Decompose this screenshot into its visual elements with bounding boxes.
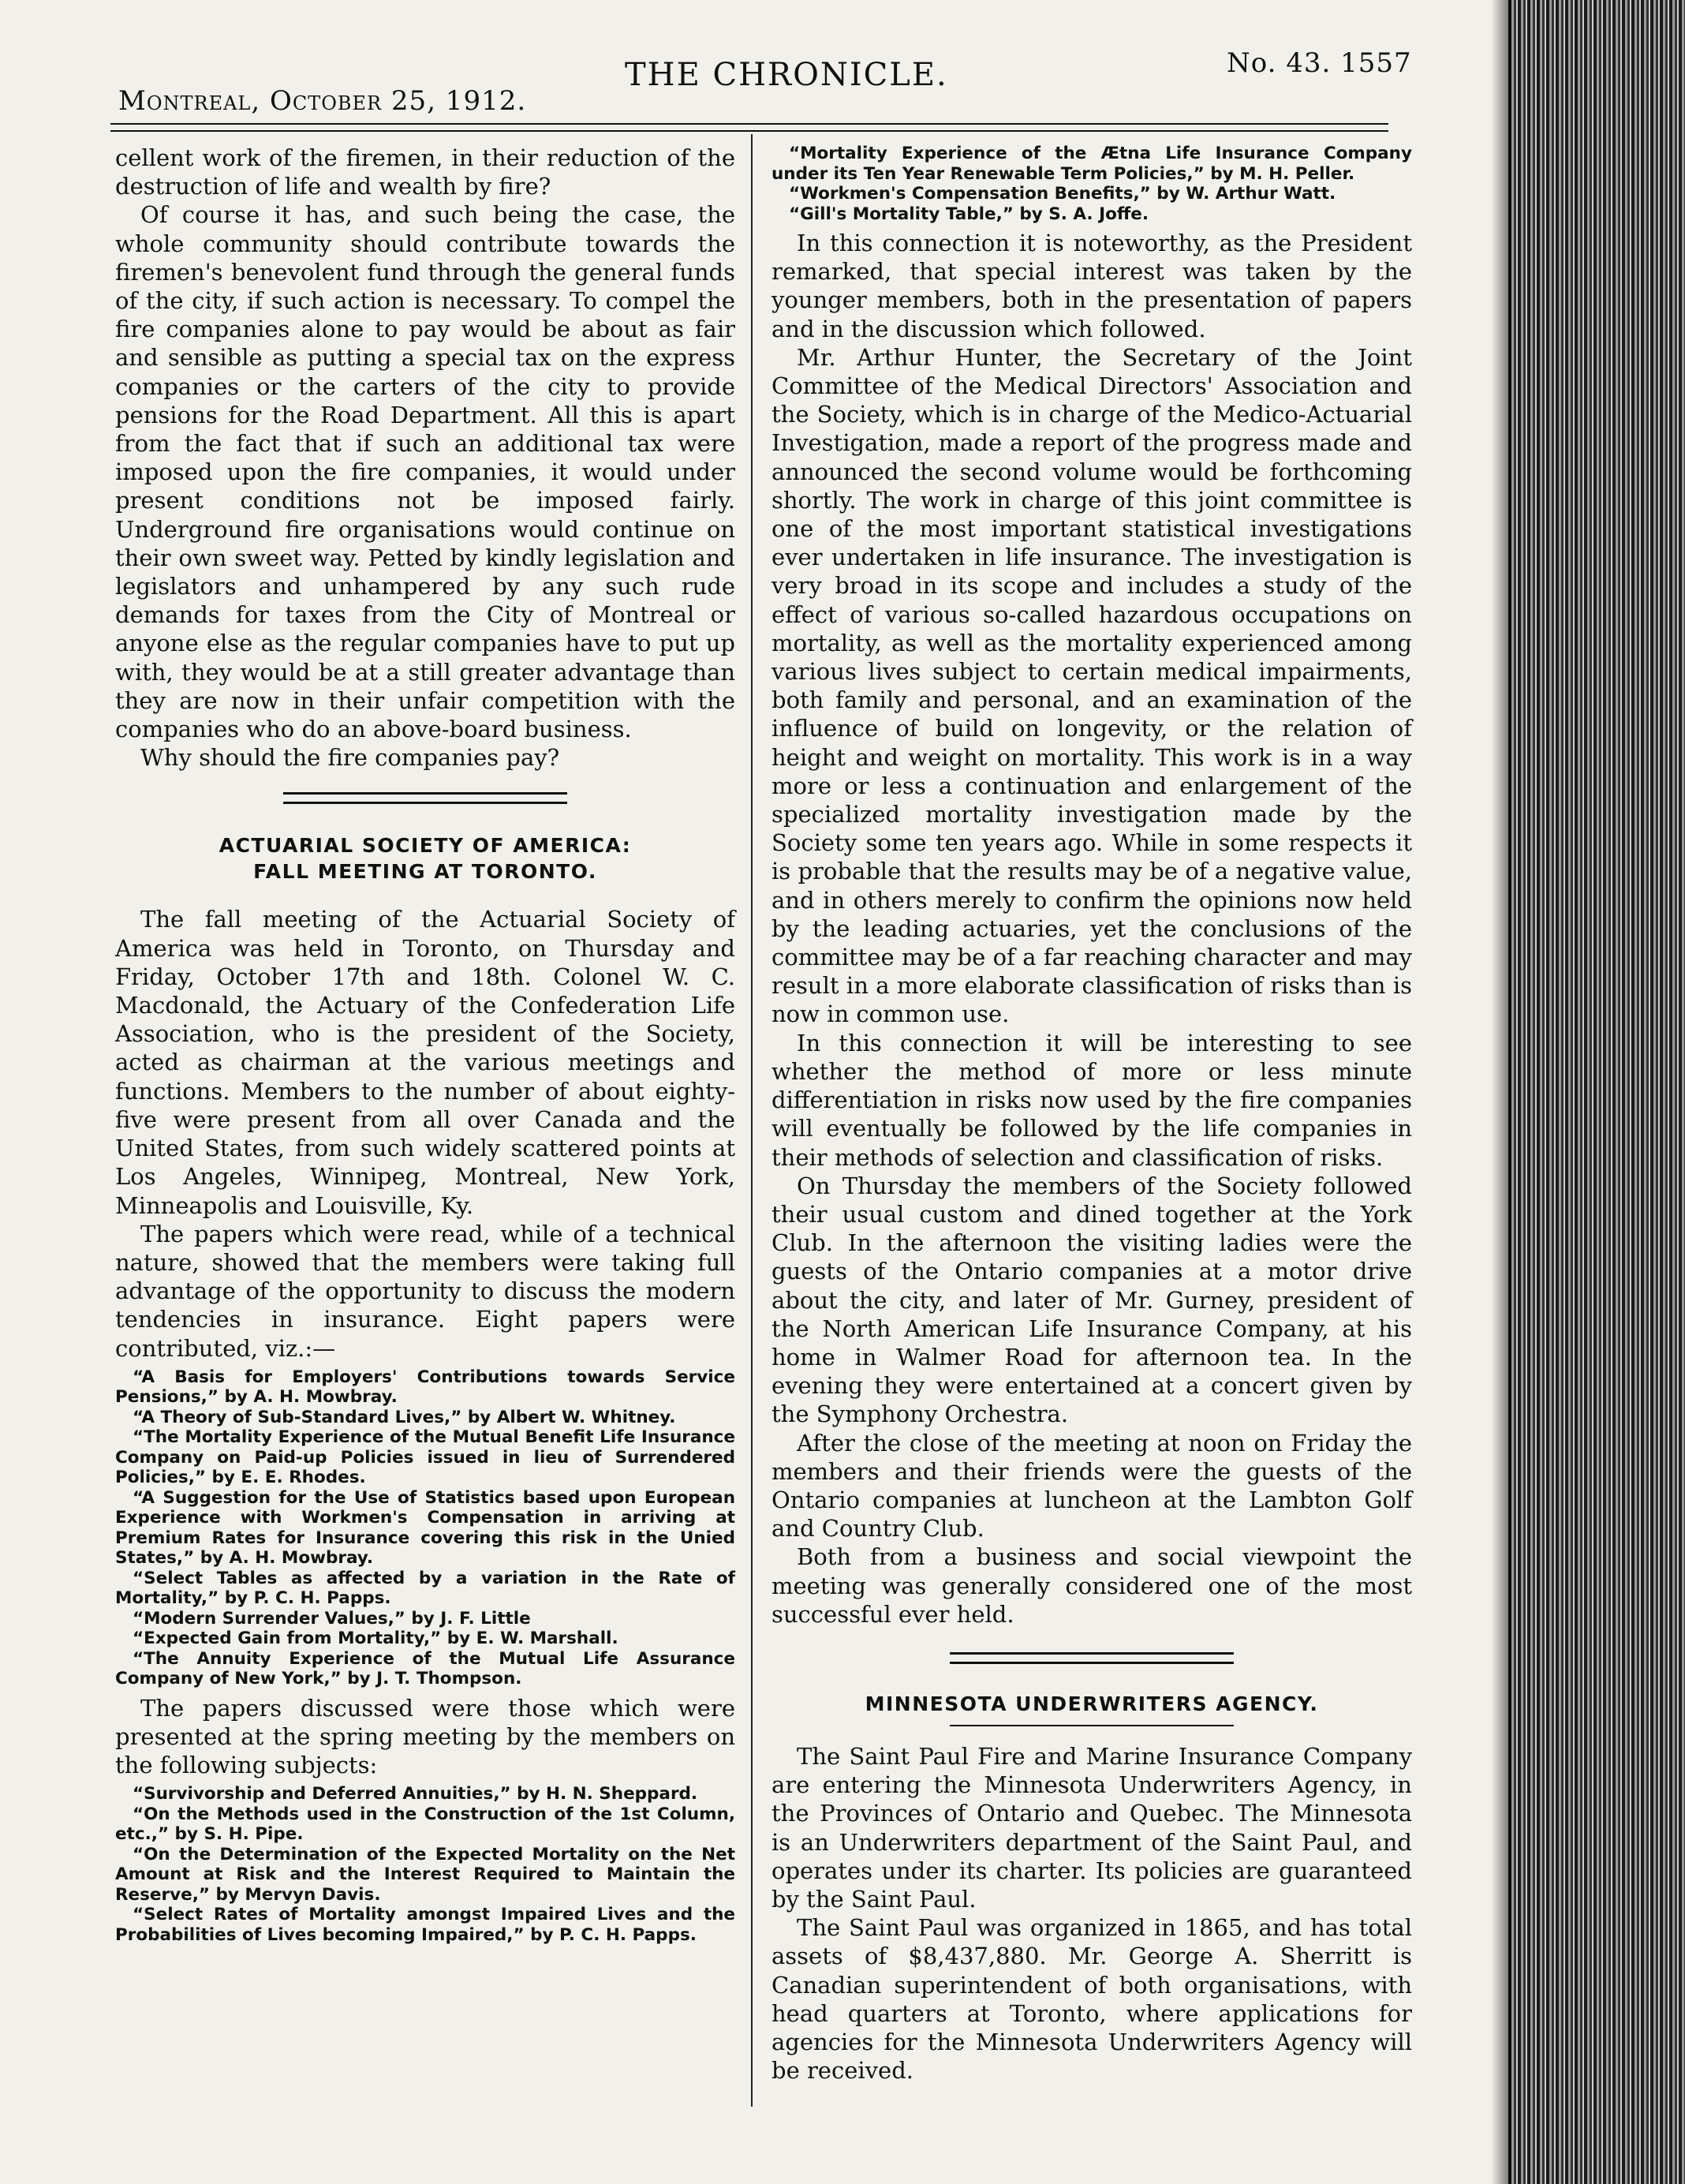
article-paragraph: Mr. Arthur Hunter, the Secretary of the Joint Committee of the Medical Directors' Association and the Society, which is in charge of the Medico-Actuarial Investigation, made a report of the progress made and announced the second volume would be forthcoming shortly. The work in charge of this joint committee is one of the most important statistical investigations ever undertaken in life insurance. The investigation is very broad in its scope and includes a study of the effect of various so-called hazardous occupations on mortality, as well as the mortality experienced among various lives subject to certain medical impairments, both family and personal, and an examination of the influence of build on longevity, or the relation of height and weight on mortality. This work is in a way more or less a continuation and enlargement of the specialized mortality investigation made by the Society some ten years ago. While in some respects it is probable that the results may be of a negative value, and in others merely to confirm the opinions now held by the leading actuaries, yet the conclusions of the committee may be of a far reaching character and may result in a more elaborate classification of risks than is now in common use. (772, 343, 1412, 1028)
paper-reference: “Select Rates of Mortality amongst Impaired Lives and the Probabilities of Lives becoming Impaired,” by P. C. H. Papps. (115, 1905, 735, 1945)
article-paragraph: On Thursday the members of the Society followed their usual custom and dined together at the York Club. In the afternoon the visiting ladies were the guests of the Ontario companies at a motor drive about the city, and later of Mr. Gurney, president of the North American Life Insurance Company, at his home in Walmer Road for afternoon tea. In the evening they were entertained at a concert given by the Symphony Orchestra. (772, 1172, 1412, 1428)
article-paragraph: The fall meeting of the Actuarial Society of America was held in Toronto, on Thursday and Friday, October 17th and 18th. Colonel W. C. Macdonald, the Actuary of the Confederation Life Association, who is the president of the Society, acted as chairman at the various meetings and functions. Members to the number of about eighty-five were present from all over Canada and the United States, from such widely scattered points at Los Angeles, Winnipeg, Montreal, New York, Minneapolis and Louisville, Ky. (115, 906, 735, 1219)
paper-reference: “Survivorship and Deferred Annuities,” by H. N. Sheppard. (133, 1784, 698, 1804)
book-page-edges (1508, 0, 1685, 2184)
paper-reference: “On the Methods used in the Construction of the 1st Column, etc.,” by S. H. Pipe. (115, 1804, 735, 1845)
article-paragraph: The Saint Paul Fire and Marine Insurance Company are entering the Minnesota Underwriters Agency, in the Provinces of Ontario and Quebec. The Minnesota is an Underwriters department of the Saint Paul, and operates under its charter. Its policies are guaranteed by the Saint Paul. (772, 1742, 1412, 1913)
header-double-rule (110, 123, 1388, 132)
header-issue-page-number: No. 43. 1557 (1227, 47, 1412, 79)
paper-reference: “Mortality Experience of the Ætna Life Insurance Company under its Ten Year Renewable Term Policies,” by M. H. Peller. (772, 144, 1412, 184)
section-separator-double-rule (283, 792, 567, 804)
paper-reference: “On the Determination of the Expected Mortality on the Net Amount at Risk and the Interest Required to Maintain the Reserve,” by Mervyn Davis. (115, 1844, 735, 1905)
section-heading: MINNESOTA UNDERWRITERS AGENCY. (865, 1692, 1319, 1715)
paper-reference: “Gill's Mortality Table,” by S. A. Joffe. (789, 204, 1149, 224)
page-gutter-shadow (1491, 0, 1511, 2184)
article-paragraph: In this connection it is noteworthy, as the President remarked, that special interest was taken by the younger members, both in the presentation of papers and in the discussion which followed. (772, 230, 1412, 342)
article-paragraph: Both from a business and social viewpoint the meeting was generally considered one of the most successful ever held. (772, 1543, 1412, 1628)
paper-reference: “Expected Gain from Mortality,” by E. W. Marshall. (133, 1629, 618, 1649)
article-paragraph: The papers which were read, while of a technical nature, showed that the members were taking full advantage of the opportunity to discuss the modern tendencies in insurance. Eight papers were contributed, viz.:— (115, 1220, 735, 1362)
paper-reference: “Select Tables as affected by a variation in the Rate of Mortality,” by P. C. H. Papps. (115, 1568, 735, 1609)
section-separator-double-rule (950, 1652, 1234, 1664)
paper-reference: “Modern Surrender Values,” by J. F. Little (133, 1608, 531, 1629)
right-column (772, 144, 1412, 2085)
article-paragraph: Why should the fire companies pay? (140, 744, 560, 772)
paper-reference: “A Suggestion for the Use of Statistics based upon European Experience with Workmen's Compensation in arriving at Premium Rates for Insurance covering this risk in the Unied States,” by A. H. Mowbray. (115, 1487, 735, 1569)
left-column (115, 144, 735, 1945)
section-heading-line: ACTUARIAL SOCIETY OF AMERICA: (219, 834, 632, 858)
article-paragraph: The papers discussed were those which were presented at the spring meeting by the members on the following subjects: (115, 1694, 735, 1779)
article-paragraph: cellent work of the firemen, in their reduction of the destruction of life and wealth by fire? (115, 144, 735, 200)
article-paragraph: After the close of the meeting at noon on Friday the members and their friends were the guests of the Ontario companies at luncheon at the Lambton Golf and Country Club. (772, 1429, 1412, 1543)
paper-reference: “A Theory of Sub-Standard Lives,” by Albert W. Whitney. (133, 1407, 676, 1427)
header-dateline: Montreal, October 25, 1912. (118, 85, 527, 117)
paper-reference: “A Basis for Employers' Contributions towards Service Pensions,” by A. H. Mowbray. (115, 1367, 735, 1408)
header-masthead: THE CHRONICLE. (625, 57, 948, 93)
paper-reference: “The Annuity Experience of the Mutual Life Assurance Company of New York,” by J. T. Thompson. (115, 1648, 735, 1689)
paper-reference: “Workmen's Compensation Benefits,” by W. Arthur Watt. (789, 184, 1336, 204)
column-divider-rule (751, 134, 753, 2107)
section-heading-line: FALL MEETING AT TORONTO. (253, 860, 597, 884)
article-paragraph: Of course it has, and such being the case, the whole community should contribute towards the firemen's benevolent fund through the general funds of the city, if such action is necessary. To compel the fire companies alone to pay would be about as fair and sensible as putting a special tax on the express companies or the carters of the city to provide pensions for the Road Department. All this is apart from the fact that if such an additional tax were imposed upon the fire companies, it would under present conditions not be imposed fairly. Underground fire organisations would continue on their own sweet way. Petted by kindly legislation and legislators and unhampered by any such rude demands for taxes from the City of Montreal or anyone else as the regular companies have to put up with, they would be at a still greater advantage than they are now in their unfair competition with the companies who do an above-board business. (115, 201, 735, 743)
article-paragraph: The Saint Paul was organized in 1865, and has total assets of $8,437,880. Mr. George A. Sherritt is Canadian superintendent of both organisations, with head quarters at Toronto, where applications for agencies for the Minnesota Underwriters Agency will be received. (772, 1914, 1412, 2085)
article-paragraph: In this connection it will be interesting to see whether the method of more or less minute differentiation in risks now used by the fire companies will eventually be followed by the life companies in their methods of selection and classification of risks. (772, 1029, 1412, 1171)
paper-reference: “The Mortality Experience of the Mutual Benefit Life Insurance Company on Paid-up Policies issued in lieu of Surrendered Policies,” by E. E. Rhodes. (115, 1427, 735, 1488)
